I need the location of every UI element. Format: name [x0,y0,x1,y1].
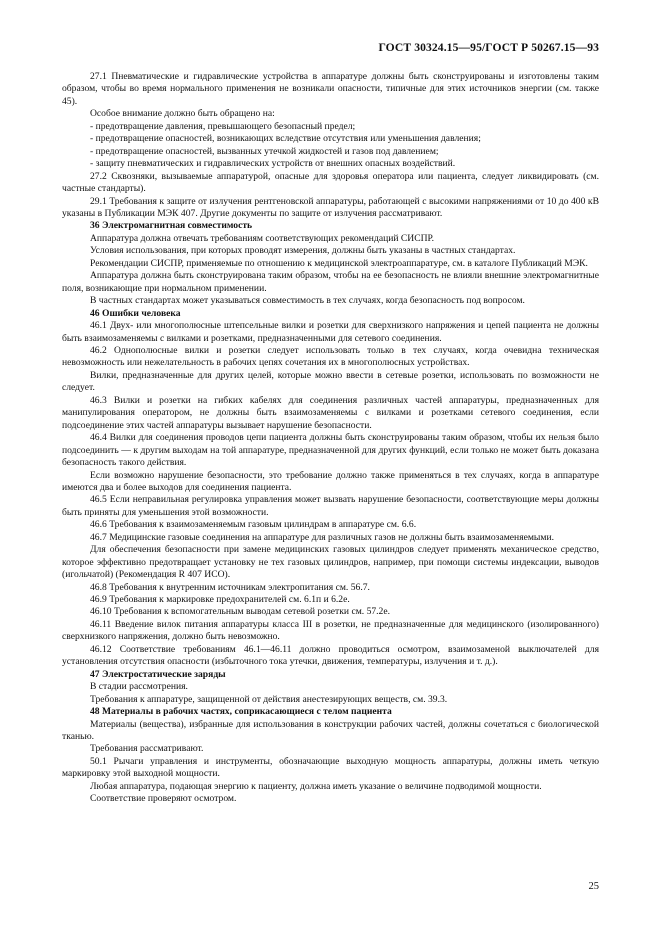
paragraph: Если возможно нарушение безопасности, это требование должно также применяться в тех случаях, когда в аппаратуре имеются два и более выходов для соединения пациента. [62,469,599,493]
paragraph: Для обеспечения безопасности при замене медицинских газовых цилиндров следует применять механическое средство, которое эффективно предотвращает установку не тех газовых цилиндров, например, при помощи системы индексации, выводов (игольчатой) (Рекомендация R 407 ИСО). [62,544,599,581]
paragraph: Требования к аппаратуре, защищенной от действия анестезирующих веществ, см. 39.3. [90,693,448,705]
section-heading: 36 Электромагнитная совместимость [90,220,253,232]
section-heading: 46 Ошибки человека [90,307,181,319]
paragraph: 46.5 Если неправильная регулировка управления может вызвать нарушение безопасности, соответствующие меры должны быть приняты для уменьшения этой возможности. [62,494,599,518]
paragraph: - предотвращение давления, превышающего безопасный предел; [90,120,356,132]
paragraph: В частных стандартах может указываться совместимость в тех случаях, когда безопасность под вопросом. [90,295,525,307]
paragraph: 46.2 Однополюсные вилки и розетки следует использовать только в тех случаях, когда очевидна техническая невозможность или нежелательность в рабочих цепях сочетания их в многополюсных устройствах. [62,344,599,369]
paragraph: 46.9 Требования к маркировке предохранителей см. 6.1п и 6.2е. [90,594,350,606]
paragraph: Аппаратура должна быть сконструирована таким образом, чтобы на ее безопасность не влияли внешние электромагнитные поля, возникающие при нормальном применении. [62,270,599,294]
paragraph: - предотвращение опасностей, возникающих вследствие отсутствия или уменьшения давления; [90,133,481,145]
document-body [62,71,599,806]
paragraph: Условия использования, при которых проводят измерения, должны быть указаны в частных стандартах. [90,245,516,257]
paragraph: - предотвращение опасностей, вызванных утечкой жидкостей и газов под давлением; [90,145,439,157]
paragraph: 46.1 Двух- или многополюсные штепсельные вилки и розетки для сверхнизкого напряжения и цепей пациента не должны быть взаимозаменяемы с вилками и розетками, предназначенными для сетевого соединения. [62,320,599,344]
paragraph: 50.1 Рычаги управления и инструменты, обозначающие выходную мощность аппаратуры, должны иметь четкую маркировку этой выходной мощности. [62,755,599,780]
paragraph: 46.4 Вилки для соединения проводов цепи пациента должны быть сконструированы таким образом, чтобы их нельзя было подсоединить — к другим выходам на той аппаратуре, предназначенной для других функций, если только не может быть доказана безопасность такого действия. [62,432,599,469]
paragraph: Требования рассматривают. [90,743,204,755]
paragraph: В стадии рассмотрения. [90,681,188,693]
page-header-title: ГОСТ 30324.15—95/ГОСТ Р 50267.15—93 [378,41,599,54]
paragraph: 27.2 Сквозняки, вызываемые аппаратурой, опасные для здоровья оператора или пациента, следует ликвидировать (см. частные стандарты). [62,170,599,195]
paragraph: 46.8 Требования к внутренним источникам электропитания см. 56.7. [90,581,370,593]
paragraph: Аппаратура должна отвечать требованиям соответствующих рекомендаций СИСПР. [90,232,435,244]
paragraph: 46.12 Соответствие требованиям 46.1—46.11 должно проводиться осмотром, взаимозаменой выключателей для установления отсутствия опасности (избыточного тока утечки, движения, температуры, излучения и т. д.). [62,643,599,668]
paragraph: 46.11 Введение вилок питания аппаратуры класса III в розетки, не предназначенные для медицинского (изолированного) сверхнизкого напряжения, должно быть невозможно. [62,618,599,643]
paragraph: Вилки, предназначенные для других целей, которые можно ввести в сетевые розетки, использовать по возможности не следует. [62,369,599,394]
paragraph: 29.1 Требования к защите от излучения рентгеновской аппаратуры, работающей с высокими напряжениями от 10 до 400 кВ указаны в Публикации МЭК 407. Другие документы по защите от излучения рассматривают. [62,195,599,219]
paragraph: 46.3 Вилки и розетки на гибких кабелях для соединения различных частей аппаратуры, предназначенных для манипулирования оператором, не должны быть взаимозаменяемы с вилками и розетками сетевого соединения, если подсоединение этих частей аппаратуры вызывает нарушение безопасности. [62,394,599,431]
paragraph: - защиту пневматических и гидравлических устройств от внешних опасных воздействий. [90,158,456,170]
paragraph: 46.6 Требования к взаимозаменяемым газовым цилиндрам в аппаратуре см. 6.6. [90,519,417,531]
page-number: 25 [588,881,599,892]
section-heading: 48 Материалы в рабочих частях, соприкасающиеся с телом пациента [90,706,392,718]
paragraph: Соответствие проверяют осмотром. [90,793,237,805]
paragraph: 27.1 Пневматические и гидравлические устройства в аппаратуре должны быть сконструированы и изготовлены таким образом, чтобы во время нормального применения не возникали опасности, типичные для этих источников энергии (см. также 45). [62,71,599,107]
paragraph: Особое внимание должно быть обращено на: [90,108,275,120]
paragraph: Рекомендации СИСПР, применяемые по отношению к медицинской электроаппаратуре, см. в каталоге Публикаций МЭК. [90,257,588,269]
section-heading: 47 Электростатические заряды [90,668,226,680]
paragraph: 46.7 Медицинские газовые соединения на аппаратуре для различных газов не должны быть взаимозаменяемыми. [90,531,554,543]
paragraph: Материалы (вещества), избранные для использования в конструкции рабочих частей, должны сочетаться с биологической тканью. [62,718,599,743]
paragraph: Любая аппаратура, подающая энергию к пациенту, должна иметь указание о величине подводимой мощности. [90,780,542,792]
paragraph: 46.10 Требования к вспомогательным выводам сетевой розетки см. 57.2е. [90,606,391,618]
